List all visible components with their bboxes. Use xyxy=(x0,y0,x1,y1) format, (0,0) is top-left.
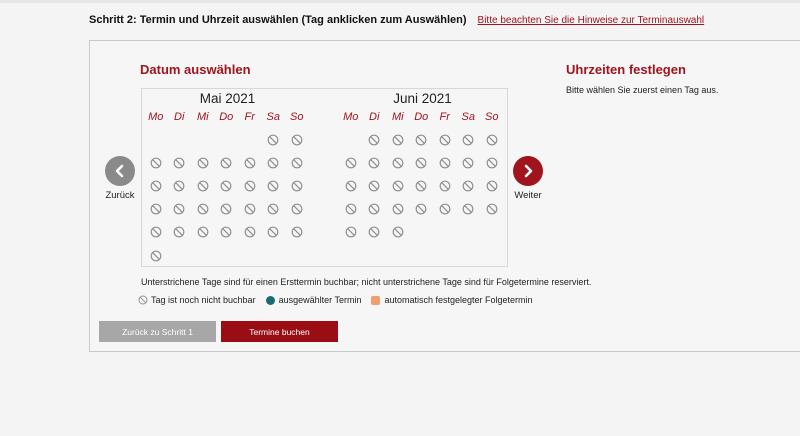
day-blocked-icon xyxy=(410,128,434,151)
day-empty xyxy=(238,128,262,151)
day-blocked-icon xyxy=(457,198,481,221)
day-blocked-icon xyxy=(144,198,168,221)
day-blocked-icon xyxy=(238,151,262,174)
day-blocked-icon xyxy=(238,174,262,197)
weekday-label: Sa xyxy=(461,111,475,123)
weekday-label: Mi xyxy=(196,111,209,123)
booking-hint: Unterstrichene Tage sind für einen Ersttermin buchbar; nicht unterstrichene Tage sind für Folgetermine reserviert. xyxy=(141,277,592,287)
day-blocked-icon xyxy=(457,151,481,174)
month-title: Juni 2021 xyxy=(393,91,452,106)
weekday-label: Fr xyxy=(439,111,450,123)
weekday-label: Do xyxy=(219,111,234,123)
day-blocked-icon xyxy=(262,198,286,221)
next-arrow-icon[interactable] xyxy=(513,156,543,186)
day-blocked-icon xyxy=(168,221,192,244)
day-blocked-icon xyxy=(386,128,410,151)
step-header xyxy=(89,14,704,26)
legend-selected xyxy=(266,295,362,305)
day-empty xyxy=(144,128,168,151)
legend-auto xyxy=(371,295,532,305)
day-blocked-icon xyxy=(339,198,363,221)
day-blocked-icon xyxy=(386,221,410,244)
prev-label: Zurück xyxy=(105,190,135,201)
book-appointments-button[interactable]: Termine buchen xyxy=(221,321,338,342)
day-blocked-icon xyxy=(339,174,363,197)
month-may xyxy=(144,89,311,267)
time-section-title: Uhrzeiten festlegen xyxy=(566,62,686,77)
day-blocked-icon xyxy=(386,198,410,221)
day-blocked-icon xyxy=(363,221,387,244)
day-empty xyxy=(215,128,239,151)
prev-arrow-icon[interactable] xyxy=(105,156,135,186)
legend-not-bookable-label: Tag ist noch nicht buchbar xyxy=(151,295,256,305)
day-blocked-icon xyxy=(191,151,215,174)
day-blocked-icon xyxy=(480,128,504,151)
selected-dot-icon xyxy=(266,296,275,305)
day-blocked-icon xyxy=(480,198,504,221)
day-blocked-icon xyxy=(363,151,387,174)
day-blocked-icon xyxy=(285,221,309,244)
day-blocked-icon xyxy=(262,128,286,151)
day-blocked-icon xyxy=(168,198,192,221)
day-blocked-icon xyxy=(410,174,434,197)
weekday-label: Do xyxy=(414,111,429,123)
day-blocked-icon xyxy=(285,151,309,174)
day-blocked-icon xyxy=(262,174,286,197)
month-june xyxy=(339,89,506,244)
day-blocked-icon xyxy=(144,174,168,197)
day-blocked-icon xyxy=(339,221,363,244)
day-blocked-icon xyxy=(410,198,434,221)
day-blocked-icon xyxy=(410,151,434,174)
step-title: Schritt 2: Termin und Uhrzeit auswählen (Tag anklicken zum Auswählen) xyxy=(89,14,467,26)
weekday-row xyxy=(339,108,506,126)
weekday-label: Sa xyxy=(266,111,280,123)
next-label: Weiter xyxy=(514,190,542,201)
weekday-label: So xyxy=(290,111,304,123)
top-divider xyxy=(0,0,800,3)
day-blocked-icon xyxy=(191,198,215,221)
day-blocked-icon xyxy=(480,174,504,197)
day-blocked-icon xyxy=(238,221,262,244)
calendar xyxy=(141,88,508,267)
day-empty xyxy=(191,128,215,151)
day-blocked-icon xyxy=(386,174,410,197)
day-blocked-icon xyxy=(262,151,286,174)
day-grid xyxy=(339,128,506,244)
day-blocked-icon xyxy=(386,151,410,174)
day-blocked-icon xyxy=(215,151,239,174)
day-empty xyxy=(339,128,363,151)
day-blocked-icon xyxy=(363,128,387,151)
day-blocked-icon xyxy=(457,128,481,151)
day-blocked-icon xyxy=(433,128,457,151)
legend-not-bookable xyxy=(138,295,256,305)
legend xyxy=(138,295,543,305)
weekday-label: Mo xyxy=(148,111,164,123)
day-blocked-icon xyxy=(168,151,192,174)
day-blocked-icon xyxy=(144,151,168,174)
weekday-label: Fr xyxy=(244,111,255,123)
appointment-panel xyxy=(89,40,800,352)
legend-selected-label: ausgewählter Termin xyxy=(278,295,362,305)
day-blocked-icon xyxy=(215,221,239,244)
day-blocked-icon xyxy=(144,221,168,244)
day-blocked-icon xyxy=(144,244,168,267)
weekday-label: So xyxy=(485,111,499,123)
day-blocked-icon xyxy=(168,174,192,197)
weekday-row xyxy=(144,108,311,126)
day-blocked-icon xyxy=(285,198,309,221)
weekday-label: Di xyxy=(174,111,185,123)
day-blocked-icon xyxy=(433,151,457,174)
day-blocked-icon xyxy=(215,174,239,197)
day-grid xyxy=(144,128,311,267)
weekday-label: Di xyxy=(369,111,380,123)
day-blocked-icon xyxy=(285,128,309,151)
day-blocked-icon xyxy=(285,174,309,197)
auto-square-icon xyxy=(371,296,380,305)
day-blocked-icon xyxy=(480,151,504,174)
month-title: Mai 2021 xyxy=(199,91,256,106)
day-blocked-icon xyxy=(433,198,457,221)
back-to-step1-button[interactable]: Zurück zu Schritt 1 xyxy=(99,321,216,342)
day-blocked-icon xyxy=(339,151,363,174)
day-blocked-icon xyxy=(191,174,215,197)
day-blocked-icon xyxy=(363,198,387,221)
legend-auto-label: automatisch festgelegter Folgetermin xyxy=(384,295,533,305)
blocked-icon xyxy=(138,295,148,305)
day-blocked-icon xyxy=(262,221,286,244)
day-blocked-icon xyxy=(363,174,387,197)
time-section-message: Bitte wählen Sie zuerst einen Tag aus. xyxy=(566,85,719,95)
day-blocked-icon xyxy=(238,198,262,221)
weekday-label: Mo xyxy=(343,111,359,123)
hints-link[interactable]: Bitte beachten Sie die Hinweise zur Terminauswahl xyxy=(477,15,705,26)
day-blocked-icon xyxy=(433,174,457,197)
day-blocked-icon xyxy=(215,198,239,221)
weekday-label: Mi xyxy=(391,111,404,123)
day-empty xyxy=(168,128,192,151)
date-section-title: Datum auswählen xyxy=(140,62,251,77)
day-blocked-icon xyxy=(191,221,215,244)
day-blocked-icon xyxy=(457,174,481,197)
